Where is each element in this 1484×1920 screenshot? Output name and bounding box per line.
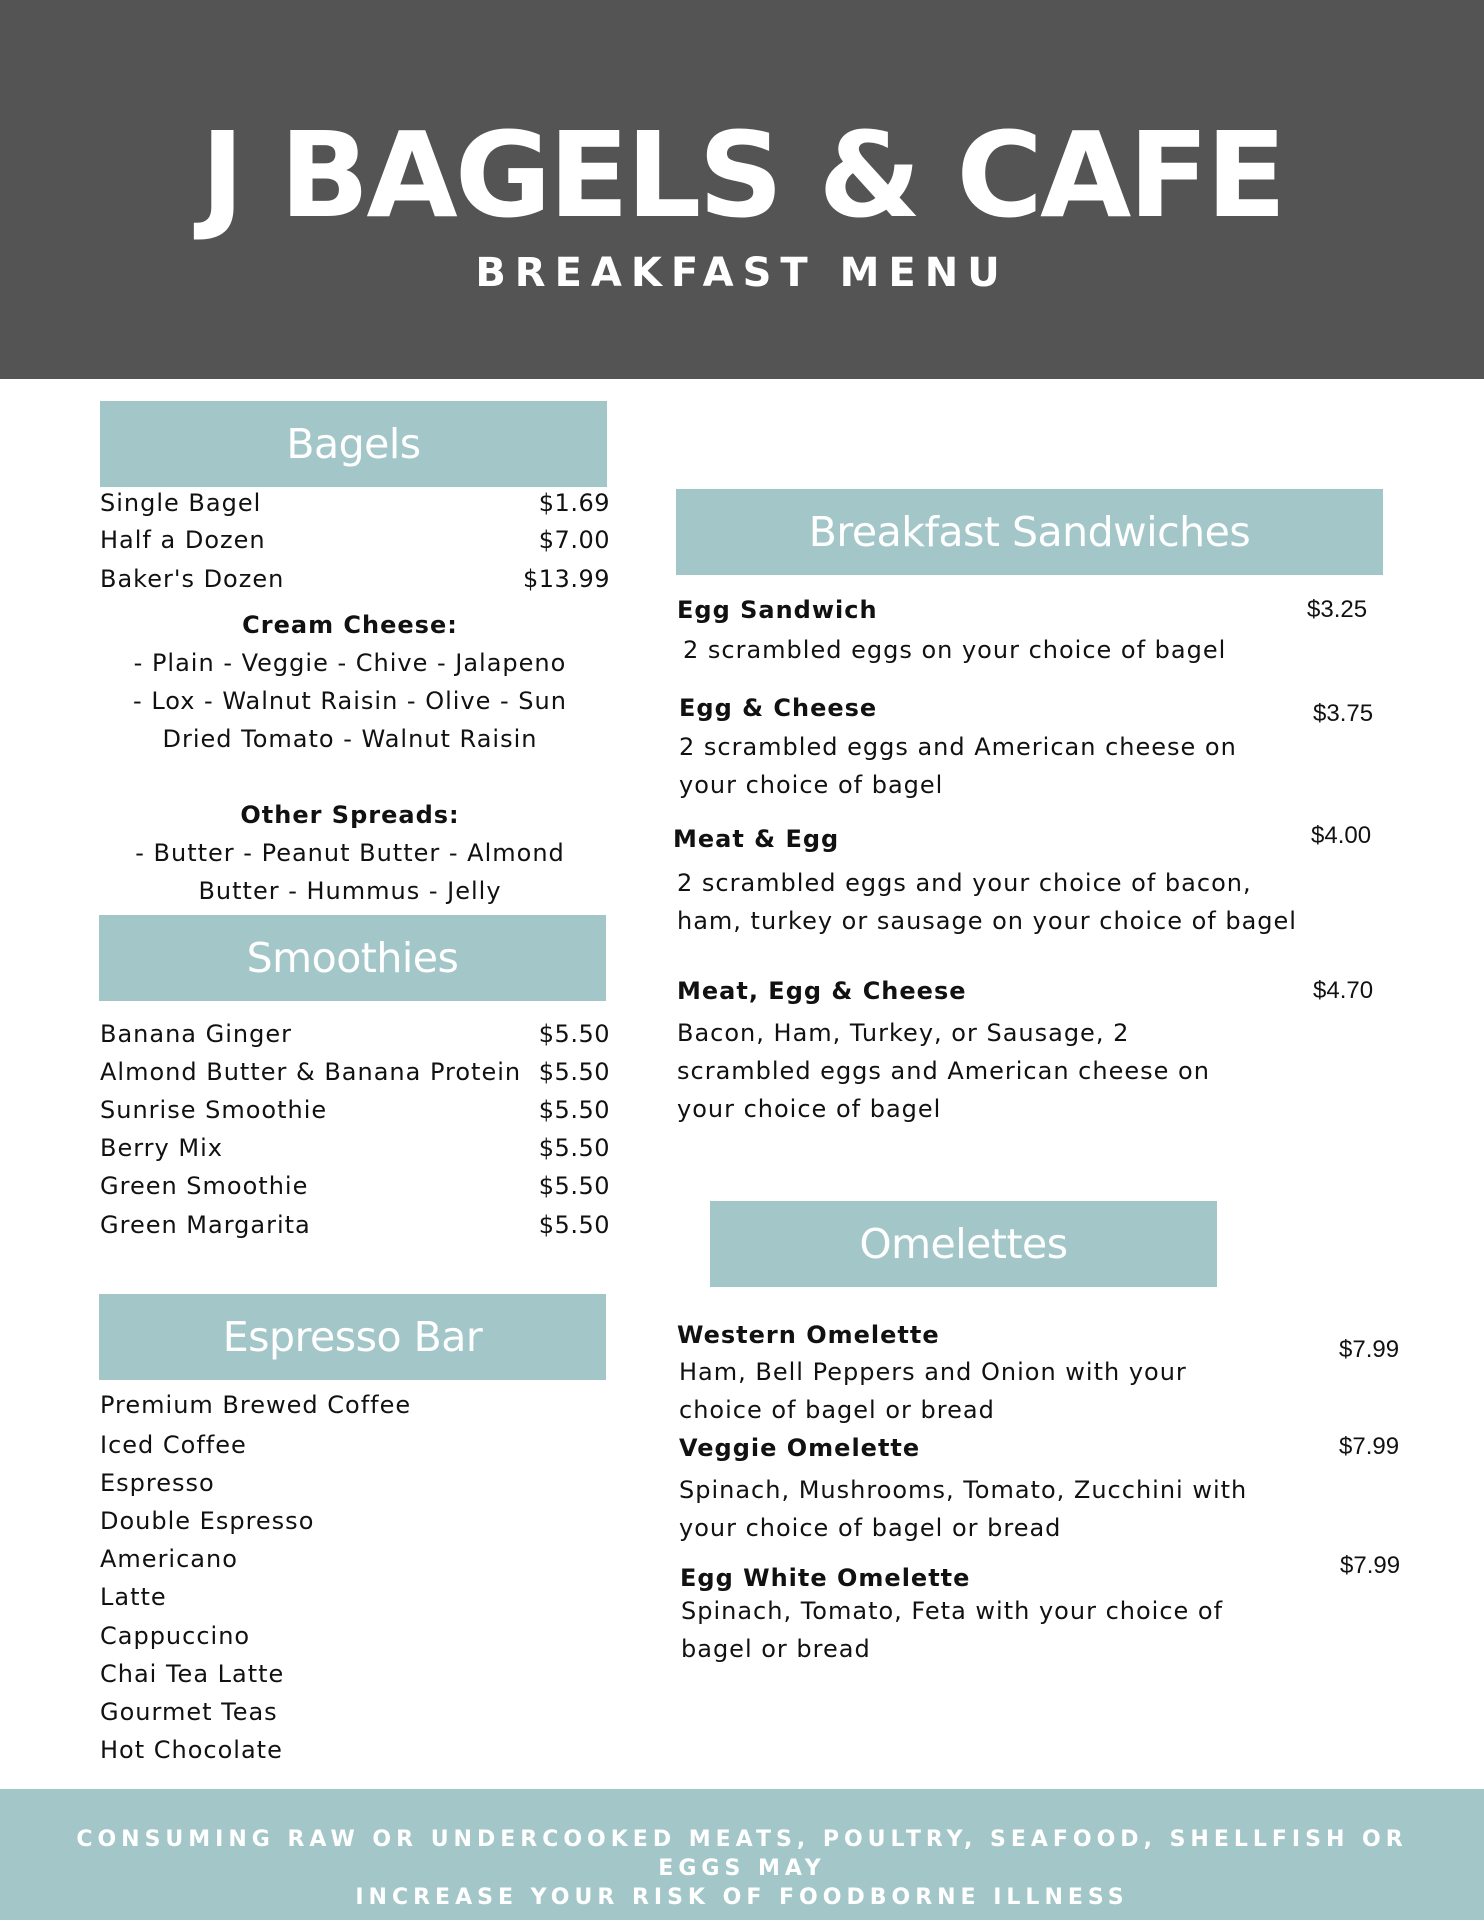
sandwich-item-price: $4.00 [1311, 822, 1372, 849]
espresso-item: Chai Tea Latte [100, 1660, 285, 1688]
cream-cheese-line: - Plain - Veggie - Chive - Jalapeno [133, 649, 567, 677]
smoothie-item-price: $5.50 [538, 1134, 610, 1162]
omelette-item-price: $7.99 [1339, 1433, 1400, 1460]
bagel-item-price: $1.69 [538, 489, 610, 517]
description-line: ham, turkey or sausage on your choice of bagel [677, 907, 1297, 935]
espresso-item: Double Espresso [100, 1507, 315, 1535]
bagel-item-name: Half a Dozen [100, 526, 266, 554]
description-line: choice of bagel or bread [679, 1396, 995, 1424]
omelette-item-name: Veggie Omelette [679, 1434, 921, 1462]
cream-cheese-block [100, 606, 600, 758]
omelette-item-name: Egg White Omelette [680, 1564, 971, 1592]
smoothie-item-price: $5.50 [538, 1096, 610, 1124]
smoothie-item-price: $5.50 [538, 1058, 610, 1086]
bagel-item-name: Single Bagel [100, 489, 262, 517]
sandwich-item-description [679, 728, 1319, 804]
sandwich-item-name: Meat, Egg & Cheese [677, 977, 967, 1005]
sandwich-item-description [677, 864, 1357, 940]
sandwich-item-description [683, 631, 1323, 669]
bagel-item-price: $7.00 [538, 526, 610, 554]
sandwich-item-price: $4.70 [1313, 977, 1374, 1004]
description-line: your choice of bagel [679, 771, 944, 799]
espresso-item: Cappuccino [100, 1622, 251, 1650]
smoothies-heading: Smoothies [99, 915, 606, 1001]
smoothie-item-price: $5.50 [538, 1172, 610, 1200]
sandwich-item-description [677, 1014, 1317, 1128]
espresso-item: Iced Coffee [100, 1431, 247, 1459]
sandwich-item-price: $3.25 [1307, 596, 1368, 623]
smoothie-item-name: Banana Ginger [100, 1020, 292, 1048]
smoothie-item-name: Sunrise Smoothie [100, 1096, 328, 1124]
smoothie-item-name: Almond Butter & Banana Protein [100, 1058, 522, 1086]
espresso-item: Espresso [100, 1469, 215, 1497]
description-line: scrambled eggs and American cheese on [677, 1057, 1210, 1085]
cream-cheese-label: Cream Cheese: [242, 611, 458, 639]
espresso-item: Premium Brewed Coffee [100, 1391, 412, 1419]
omelette-item-name: Western Omelette [677, 1321, 940, 1349]
sandwich-item-price: $3.75 [1313, 700, 1374, 727]
other-spreads-block [100, 796, 600, 910]
other-spreads-line: Butter - Hummus - Jelly [198, 877, 502, 905]
description-line: Ham, Bell Peppers and Onion with your [679, 1358, 1187, 1386]
breakfast-sandwiches-heading: Breakfast Sandwiches [676, 489, 1383, 575]
description-line: Bacon, Ham, Turkey, or Sausage, 2 [677, 1019, 1130, 1047]
smoothie-item-name: Green Margarita [100, 1211, 311, 1239]
cream-cheese-line: - Lox - Walnut Raisin - Olive - Sun [133, 687, 567, 715]
other-spreads-line: - Butter - Peanut Butter - Almond [135, 839, 565, 867]
disclaimer-line: INCREASE YOUR RISK OF FOODBORNE ILLNESS [355, 1885, 1129, 1910]
espresso-bar-heading: Espresso Bar [99, 1294, 606, 1380]
description-line: your choice of bagel [677, 1095, 942, 1123]
description-line: Spinach, Tomato, Feta with your choice of [681, 1597, 1224, 1625]
description-line: bagel or bread [681, 1635, 871, 1663]
sandwich-item-name: Meat & Egg [673, 825, 840, 853]
restaurant-title: J BAGELS & CAFE [200, 106, 1284, 244]
espresso-item: Latte [100, 1583, 167, 1611]
description-line: your choice of bagel or bread [679, 1514, 1062, 1542]
smoothie-item-name: Berry Mix [100, 1134, 223, 1162]
bagels-heading: Bagels [100, 401, 607, 487]
menu-subtitle: BREAKFAST MENU [475, 250, 1009, 296]
description-line: 2 scrambled eggs on your choice of bagel [683, 636, 1227, 664]
sandwich-item-name: Egg Sandwich [677, 596, 878, 624]
bagel-item-name: Baker's Dozen [100, 565, 285, 593]
bagel-item-price: $13.99 [523, 565, 610, 593]
other-spreads-label: Other Spreads: [240, 801, 460, 829]
omelette-item-description [679, 1471, 1339, 1547]
description-line: Spinach, Mushrooms, Tomato, Zucchini with [679, 1476, 1248, 1504]
description-line: 2 scrambled eggs and your choice of bacon, [677, 869, 1252, 897]
smoothie-item-price: $5.50 [538, 1020, 610, 1048]
omelette-item-price: $7.99 [1339, 1336, 1400, 1363]
espresso-item: Gourmet Teas [100, 1698, 278, 1726]
disclaimer-line: CONSUMING RAW OR UNDERCOOKED MEATS, POULTRY, SEAFOOD, SHELLFISH OR EGGS MAY [76, 1827, 1408, 1881]
omelette-item-description [679, 1353, 1319, 1429]
espresso-item: Hot Chocolate [100, 1736, 283, 1764]
omelette-item-price: $7.99 [1340, 1552, 1401, 1579]
espresso-item: Americano [100, 1545, 238, 1573]
cream-cheese-line: Dried Tomato - Walnut Raisin [162, 725, 538, 753]
description-line: 2 scrambled eggs and American cheese on [679, 733, 1237, 761]
omelette-item-description [681, 1592, 1321, 1668]
omelettes-heading: Omelettes [710, 1201, 1217, 1287]
food-safety-disclaimer [30, 1825, 1454, 1912]
smoothie-item-price: $5.50 [538, 1211, 610, 1239]
sandwich-item-name: Egg & Cheese [679, 694, 878, 722]
smoothie-item-name: Green Smoothie [100, 1172, 309, 1200]
